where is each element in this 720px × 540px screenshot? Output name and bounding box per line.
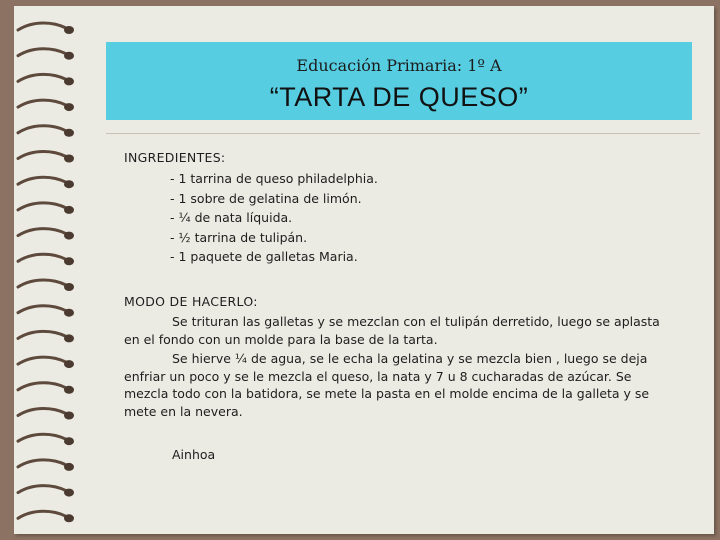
ingredient-item: - 1 tarrina de queso philadelphia. xyxy=(170,171,378,186)
binding-ring-icon xyxy=(18,280,74,291)
method-paragraph: Se hierve ¼ de agua, se le echa la gelatina y se mezcla bien , luego se deja enfriar un poco y se le mezcla el queso, la nata y 7 u 8 cucharadas de azúcar. Se mezcla todo con la batidora, se mete la pasta en el molde encima de la galleta y se mete en la nevera. xyxy=(124,351,650,419)
ingredients-list xyxy=(124,169,664,267)
title-banner xyxy=(106,42,692,120)
method-heading: MODO DE HACERLO: xyxy=(124,293,258,309)
ingredient-item: - ¼ de nata líquida. xyxy=(170,210,293,226)
class-subtitle: Educación Primaria: 1º A xyxy=(296,56,502,75)
binding-ring-icon xyxy=(18,126,74,137)
ingredient-item: - ½ tarrina de tulipán. xyxy=(170,229,308,245)
binding-ring-icon xyxy=(18,357,74,368)
binding-ring-icon xyxy=(18,74,74,85)
recipe-content xyxy=(124,148,664,464)
binding-ring-icon xyxy=(18,177,74,188)
binding-ring-icon xyxy=(18,203,74,214)
binding-ring-icon xyxy=(18,254,74,265)
ingredient-item: - 1 sobre de gelatina de limón. xyxy=(170,190,362,206)
binding-ring-icon xyxy=(18,460,74,471)
binding-ring-icon xyxy=(18,409,74,420)
binding-ring-icon xyxy=(18,100,74,111)
page-title: “TARTA DE QUESO” xyxy=(269,82,529,112)
ingredients-heading: INGREDIENTES: xyxy=(124,150,226,165)
divider-line xyxy=(106,133,700,134)
binding-ring-icon xyxy=(18,152,74,163)
binding-ring-icon xyxy=(18,511,74,522)
binding-ring-icon xyxy=(18,434,74,445)
method-paragraph: Se trituran las galletas y se mezclan con el tulipán derretido, luego se aplasta en el fondo con un molde para la base de la tarta. xyxy=(124,313,660,347)
binding-ring-icon xyxy=(18,306,74,317)
binding-ring-icon xyxy=(18,49,74,60)
binding-ring-icon xyxy=(18,331,74,342)
binding-ring-icon xyxy=(18,229,74,240)
binding-ring-icon xyxy=(18,23,74,34)
spiral-binding-icon xyxy=(14,16,94,536)
author-signature: Ainhoa xyxy=(172,446,216,462)
binding-ring-icon xyxy=(18,383,74,394)
binding-ring-icon xyxy=(18,486,74,497)
ingredient-item: - 1 paquete de galletas Maria. xyxy=(170,249,358,265)
